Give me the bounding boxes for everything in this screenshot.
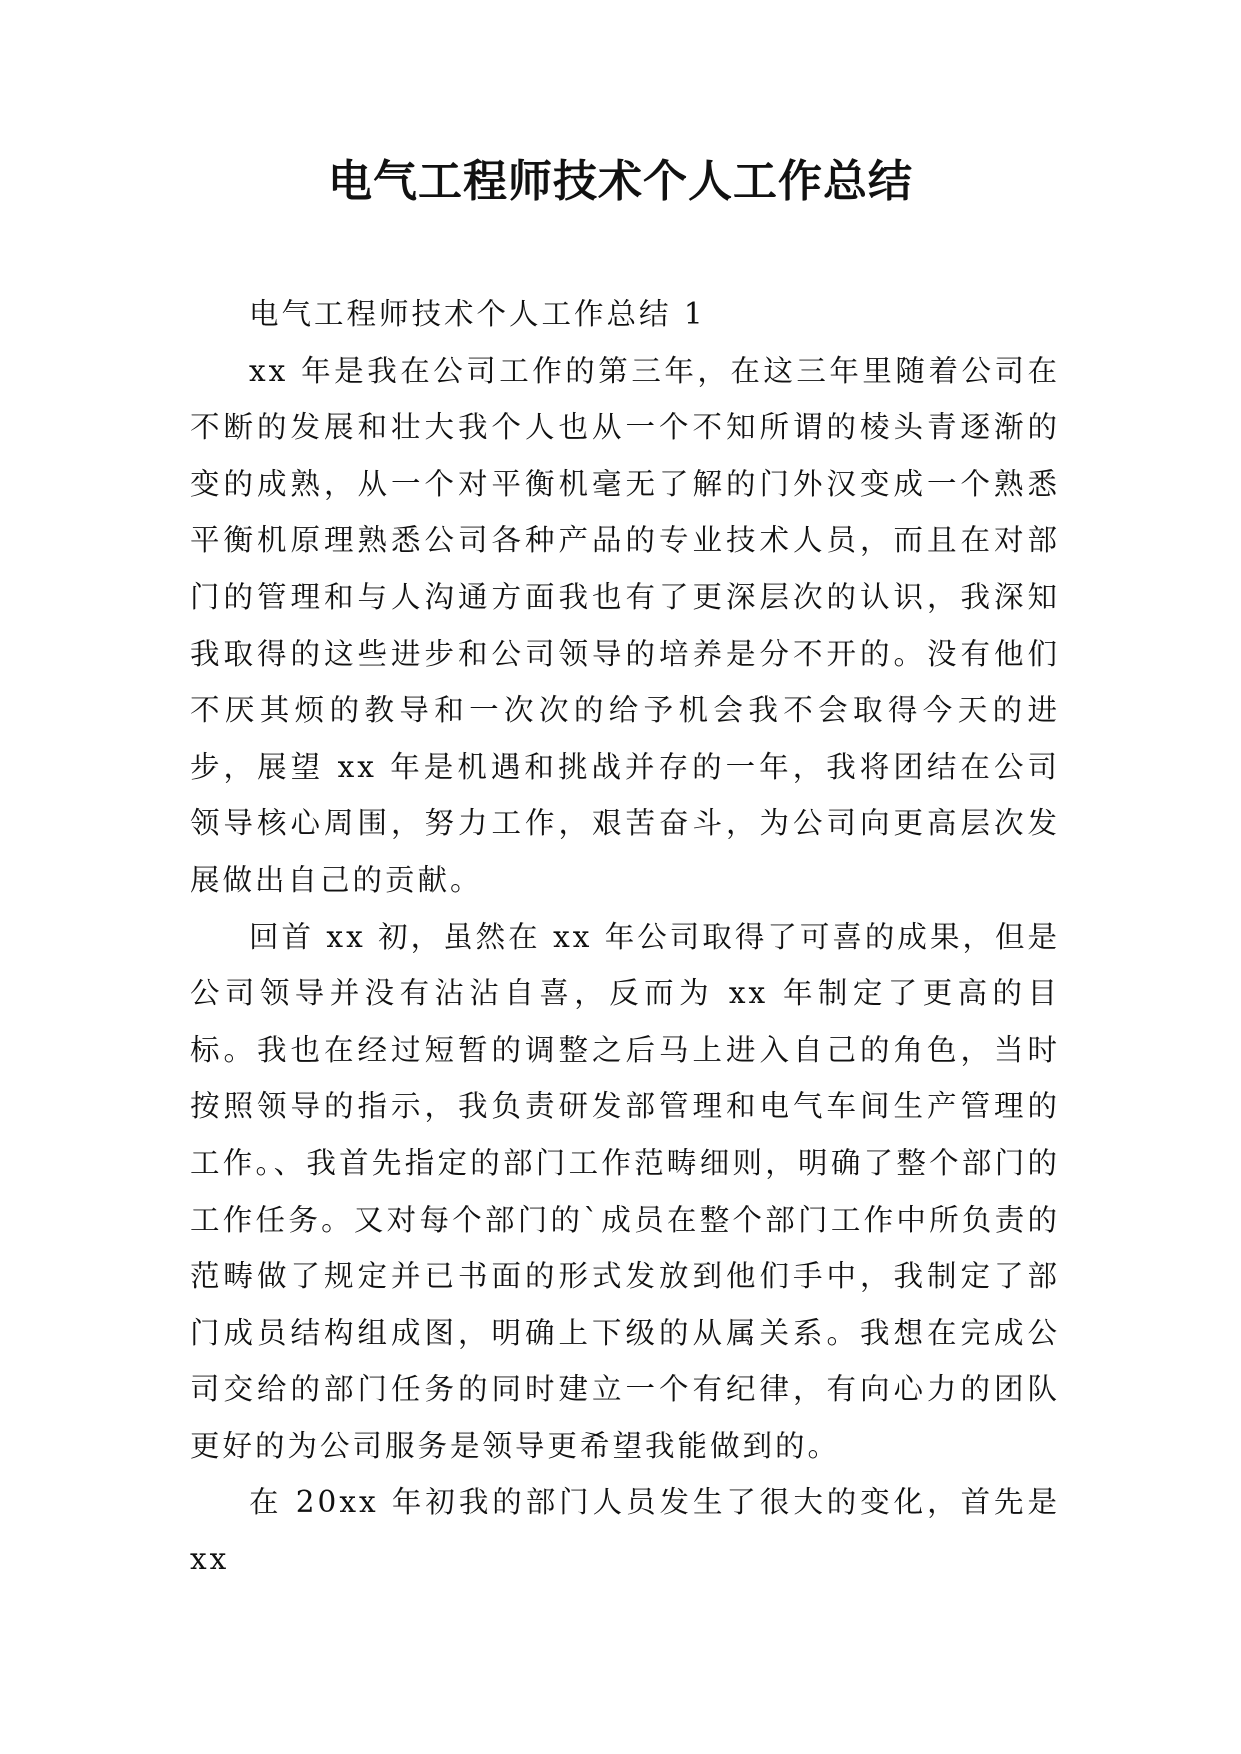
paragraph: 在 20xx 年初我的部门人员发生了很大的变化，首先是 xx	[190, 1485, 1060, 1577]
paragraph: xx 年是我在公司工作的第三年，在这三年里随着公司在不断的发展和壮大我个人也从一个不知所谓的棱头青逐渐的变的成熟，从一个对平衡机毫无了解的门外汉变成一个熟悉平衡机原理熟悉公司各种产品的专业技术人员，而且在对部门的管理和与人沟通方面我也有了更深层次的认识，我深知我取得的这些进步和公司领导的培养是分不开的。没有他们不厌其烦的教导和一次次的给予机会我不会取得今天的进步，展望 xx 年是机遇和挑战并存的一年，我将团结在公司领导核心周围，努力工作，艰苦奋斗，为公司向更高层次发展做出自己的贡献。	[190, 353, 1060, 897]
paragraph: 回首 xx 初，虽然在 xx 年公司取得了可喜的成果，但是公司领导并没有沾沾自喜，反而为 xx 年制定了更高的目标。我也在经过短暂的调整之后马上进入自己的角色，当时按照领导的指示，我负责研发部管理和电气车间生产管理的工作。、我首先指定的部门工作范畴细则，明确了整个部门的工作任务。又对每个部门的`成员在整个部门工作中所负责的范畴做了规定并已书面的形式发放到他们手中，我制定了部门成员结构组成图，明确上下级的从属关系。我想在完成公司交给的部门任务的同时建立一个有纪律，有向心力的团队更好的为公司服务是领导更希望我能做到的。	[190, 919, 1060, 1463]
document-title: 电气工程师技术个人工作总结	[328, 156, 913, 207]
document-body	[190, 286, 1060, 1588]
paragraph-heading: 电气工程师技术个人工作总结 1	[249, 297, 706, 331]
